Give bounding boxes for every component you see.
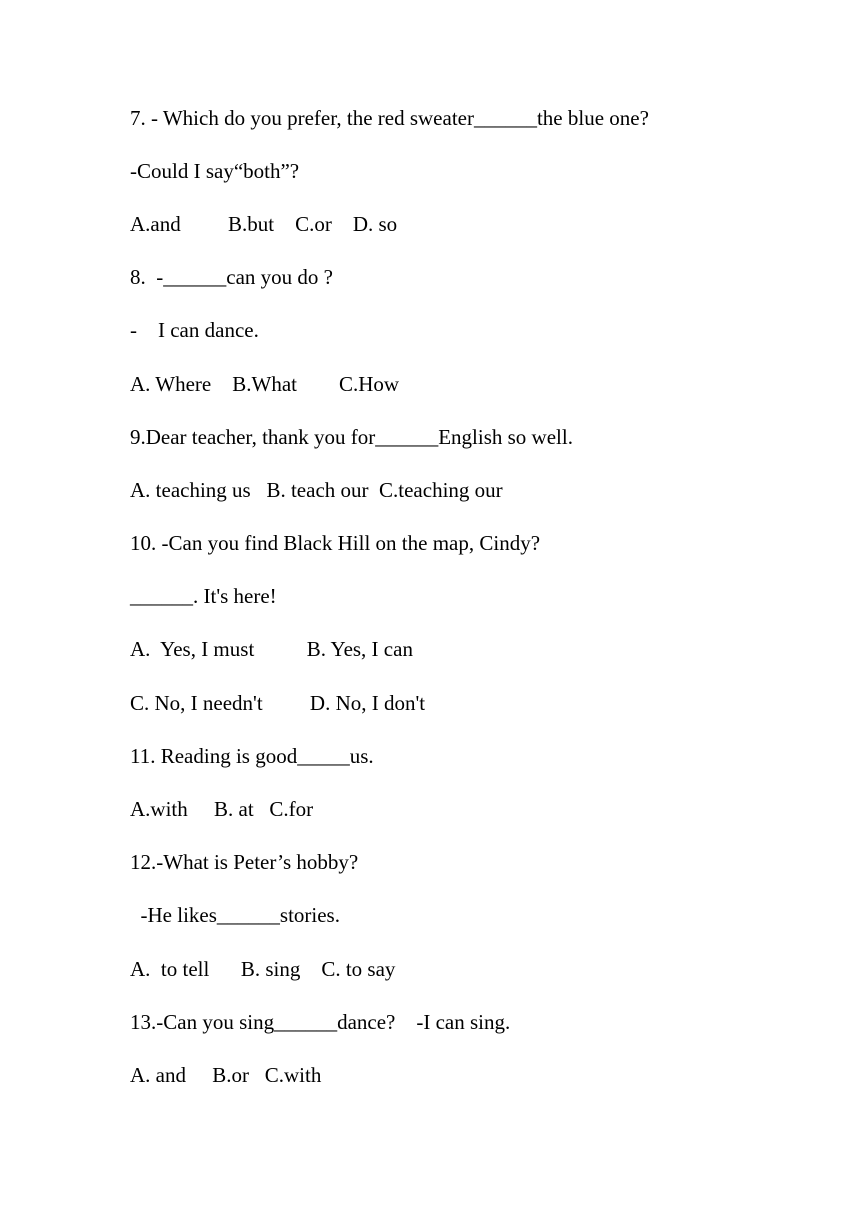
question-10-reply: ______. It's here! bbox=[130, 584, 277, 608]
question-7-stem: 7. - Which do you prefer, the red sweater______the blue one? bbox=[130, 106, 649, 130]
question-11-options: A.with B. at C.for bbox=[130, 797, 314, 821]
question-13-options: A. and B.or C.with bbox=[130, 1063, 322, 1087]
question-8-options: A. Where B.What C.How bbox=[130, 372, 400, 396]
question-12-options: A. to tell B. sing C. to say bbox=[130, 957, 396, 981]
question-9-stem: 9.Dear teacher, thank you for______English so well. bbox=[130, 425, 573, 449]
question-12-reply: -He likes______stories. bbox=[130, 903, 340, 927]
question-12-stem: 12.-What is Peter’s hobby? bbox=[130, 850, 359, 874]
question-10-options-row-1: A. Yes, I must B. Yes, I can bbox=[130, 637, 413, 661]
question-10-options-row-2: C. No, I needn't D. No, I don't bbox=[130, 691, 426, 715]
question-8-stem: 8. -______can you do ? bbox=[130, 265, 333, 289]
question-13-stem: 13.-Can you sing______dance? -I can sing. bbox=[130, 1010, 511, 1034]
question-8-reply: - I can dance. bbox=[130, 318, 259, 342]
question-7-reply: -Could I say“both”? bbox=[130, 159, 300, 183]
question-11-stem: 11. Reading is good_____us. bbox=[130, 744, 374, 768]
question-7-options: A.and B.but C.or D. so bbox=[130, 212, 398, 236]
question-10-stem: 10. -Can you find Black Hill on the map, Cindy? bbox=[130, 531, 541, 555]
question-9-options: A. teaching us B. teach our C.teaching our bbox=[130, 478, 503, 502]
